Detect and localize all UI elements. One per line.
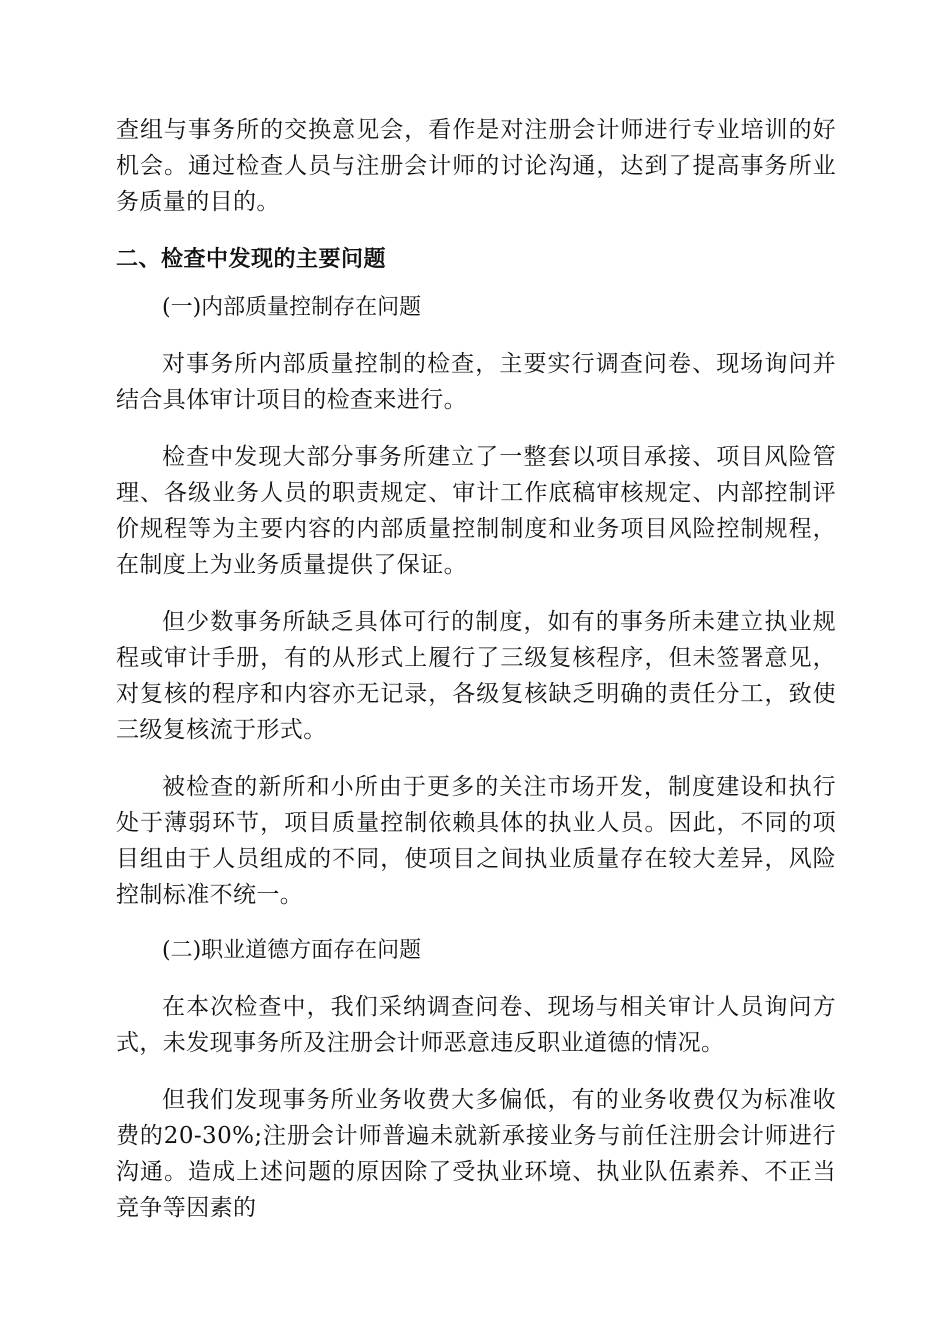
subsection-heading-2: (二)职业道德方面存在问题 — [162, 938, 422, 963]
paragraph: 被检查的新所和小所由于更多的关注市场开发，制度建设和执行处于薄弱环节，项目质量控制依赖具体的执业人员。因此，不同的项目组由于人员组成的不同，使项目之间执业质量存在较大差异，风险控制标准不统一。 — [116, 774, 836, 908]
paragraph: 对事务所内部质量控制的检查，主要实行调查问卷、现场询问并结合具体审计项目的检查来进行。 — [116, 351, 836, 413]
paragraph: 检查中发现大部分事务所建立了一整套以项目承接、项目风险管理、各级业务人员的职责规定、审计工作底稿审核规定、内部控制评价规程等为主要内容的内部质量控制制度和业务项目风险控制规程，在制度上为业务质量提供了保证。 — [116, 444, 836, 578]
paragraph: 在本次检查中，我们采纳调查问卷、现场与相关审计人员询问方式，未发现事务所及注册会计师恶意违反职业道德的情况。 — [116, 994, 836, 1056]
document-body — [116, 112, 836, 1226]
subsection-heading-1: (一)内部质量控制存在问题 — [162, 295, 422, 320]
section-heading: 二、检查中发现的主要问题 — [116, 247, 387, 272]
paragraph-continued: 查组与事务所的交换意见会，看作是对注册会计师进行专业培训的好机会。通过检查人员与注册会计师的讨论沟通，达到了提高事务所业务质量的目的。 — [116, 117, 836, 215]
paragraph: 但我们发现事务所业务收费大多偏低，有的业务收费仅为标准收费的20-30%;注册会计师普遍未就新承接业务与前任注册会计师进行沟通。造成上述问题的原因除了受执业环境、执业队伍素养、不正当竞争等因素的 — [116, 1087, 836, 1221]
paragraph: 但少数事务所缺乏具体可行的制度，如有的事务所未建立执业规程或审计手册，有的从形式上履行了三级复核程序，但未签署意见，对复核的程序和内容亦无记录，各级复核缺乏明确的责任分工，致使三级复核流于形式。 — [116, 609, 836, 743]
